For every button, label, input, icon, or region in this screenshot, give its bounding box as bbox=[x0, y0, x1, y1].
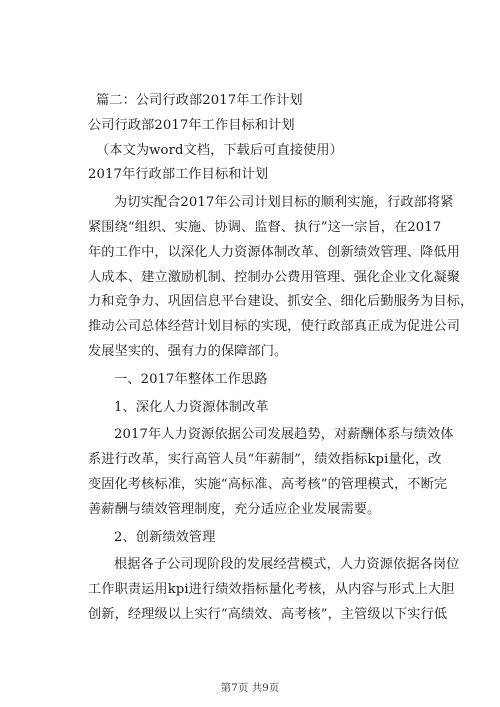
document-subtitle: 2017年行政部工作目标和计划 bbox=[88, 167, 269, 183]
section-heading: 篇二：公司行政部2017年工作计划 bbox=[96, 93, 303, 108]
paragraph-line: 系进行改革，实行高管人员“年薪制”，绩效指标kpi量化，改 bbox=[88, 452, 442, 468]
document-body bbox=[88, 90, 474, 626]
paragraph-line: 为切实配合2017年公司计划目标的顺利实施，行政部将紧 bbox=[114, 195, 454, 211]
paragraph-line: 紧围绕“组织、实施、协调、监督、执行”这一宗旨，在2017 bbox=[88, 219, 442, 235]
paragraph-line: 工作职责运用kpi进行绩效指标量化考核，从内容与形式上大胆 bbox=[88, 582, 455, 598]
paragraph-line: 根据各子公司现阶段的发展经营模式，人力资源依据各岗位 bbox=[114, 557, 460, 573]
document-title: 公司行政部2017年工作目标和计划 bbox=[88, 117, 295, 133]
paragraph-line: 力和竞争力、巩固信息平台建设、抓安全、细化后勤服务为目标， bbox=[88, 294, 474, 310]
paragraph-line: 善薪酬与绩效管理制度，充分适应企业发展需要。 bbox=[88, 501, 381, 517]
paragraph-line: 发展坚实的、强有力的保障部门。 bbox=[88, 343, 288, 359]
subsection-heading-1: 1、深化人力资源体制改革 bbox=[114, 399, 269, 415]
paragraph-line: 变固化考核标准，实施“高标准、高考核”的管理模式，不断完 bbox=[88, 476, 448, 492]
page-number: 第7页 共9页 bbox=[220, 682, 280, 694]
subsection-heading-2: 2、创新绩效管理 bbox=[114, 529, 216, 545]
section-heading-1: 一、2017年整体工作思路 bbox=[114, 371, 268, 387]
document-note: （本文为word文档，下载后可直接使用） bbox=[96, 142, 343, 158]
paragraph-line: 年的工作中，以深化人力资源体制改革、创新绩效管理、降低用 bbox=[88, 244, 461, 260]
paragraph-line: 创新，经理级以上实行“高绩效、高考核”，主管级以下实行低 bbox=[88, 606, 448, 622]
paragraph-line: 人成本、建立激励机制、控制办公费用管理、强化企业文化凝聚 bbox=[88, 269, 461, 285]
paragraph-line: 推动公司总体经营计划目标的实现，使行政部真正成为促进公司 bbox=[88, 319, 461, 335]
paragraph-line: 2017年人力资源依据公司发展趋势，对薪酬体系与绩效体 bbox=[114, 427, 454, 443]
